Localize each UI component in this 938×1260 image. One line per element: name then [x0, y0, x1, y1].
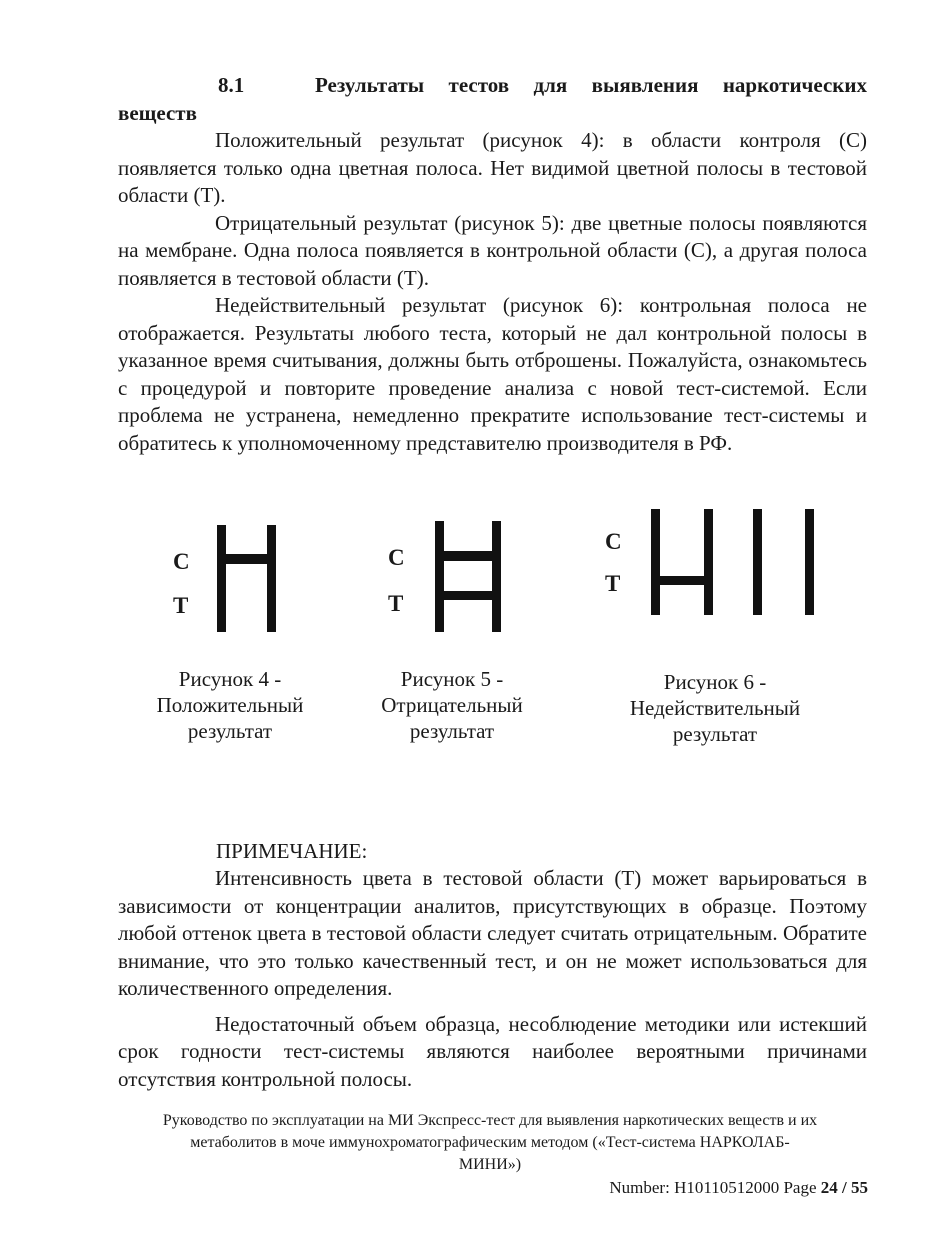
figure-5-label-c: C [388, 545, 405, 570]
figure-6-label-c: C [605, 529, 622, 554]
section-title: Результаты тестов для выявления наркотических веществ [118, 73, 867, 125]
figure-4-label-t: T [173, 593, 189, 618]
note-paragraph-1: Интенсивность цвета в тестовой области (T) может варьироваться в зависимости от концентрации аналитов, присутствующих в образце. Поэтому любой оттенок цвета в тестовой области следует считать отрицательным. Обратите внимание, что это только качественный тест, и он не может использоваться для количественного определения. [118, 866, 867, 1000]
note-text [118, 865, 867, 1093]
note-title: ПРИМЕЧАНИЕ: [216, 839, 368, 863]
section-number: 8.1 [218, 73, 245, 97]
page-total: 55 [851, 1178, 868, 1197]
page-current: 24 [820, 1178, 838, 1197]
figure-4-strip-icon [170, 515, 290, 640]
figure-6-strip-icon [600, 505, 830, 620]
paragraph-negative: Отрицательный результат (рисунок 5): две цветные полосы появляются на мембране. Одна полоса появляется в контрольной области (C), а другая полоса появляется в тестовой области (T). [118, 210, 867, 290]
footer-line-2: метаболитов в моче иммунохроматографическим методом («Тест-система НАРКОЛАБ- [190, 1134, 790, 1151]
figure-6-diagram [600, 505, 830, 620]
figure-4-diagram [170, 515, 290, 640]
document-footer [100, 1110, 880, 1176]
figure-5-strip-icon [385, 515, 515, 640]
body-text [118, 127, 867, 457]
figure-5-label-t: T [388, 591, 404, 616]
note-paragraph-2: Недостаточный объем образца, несоблюдение методики или истекший срок годности тест-системы являются наиболее вероятными причинами отсутствия контрольной полосы. [118, 1011, 867, 1091]
figure-4-caption: Рисунок 4 - Положительный результат [156, 667, 304, 743]
figure-6-caption: Рисунок 6 - Недействительный результат [629, 670, 801, 746]
paragraph-invalid: Недействительный результат (рисунок 6): контрольная полоса не отображается. Результаты любого теста, который не дал контрольной полосы в указанное время считывания, должны быть отброшены. Пожалуйста, ознакомьтесь с процедурой и повторите проведение анализа с новой тест-системой. Если проблема не устранена, немедленно прекратите использование тест-системы и обратитесь к уполномоченному представителю производителя в РФ. [118, 293, 867, 455]
footer-line-3: МИНИ») [458, 1156, 522, 1173]
figure-5-diagram [385, 515, 515, 640]
footer-line-1: Руководство по эксплуатации на МИ Экспресс-тест для выявления наркотических веществ и их [162, 1112, 818, 1129]
figure-6-label-t: T [605, 571, 621, 596]
figure-4-label-c: C [173, 549, 190, 574]
figure-5-caption: Рисунок 5 - Отрицательный результат [381, 667, 523, 743]
page-number: Number: H10110512000 Page 24 / 55 [609, 1178, 868, 1197]
paragraph-positive: Положительный результат (рисунок 4): в области контроля (C) появляется только одна цветная полоса. Нет видимой цветной полосы в тестовой области (T). [118, 128, 867, 207]
section-heading [118, 72, 867, 127]
